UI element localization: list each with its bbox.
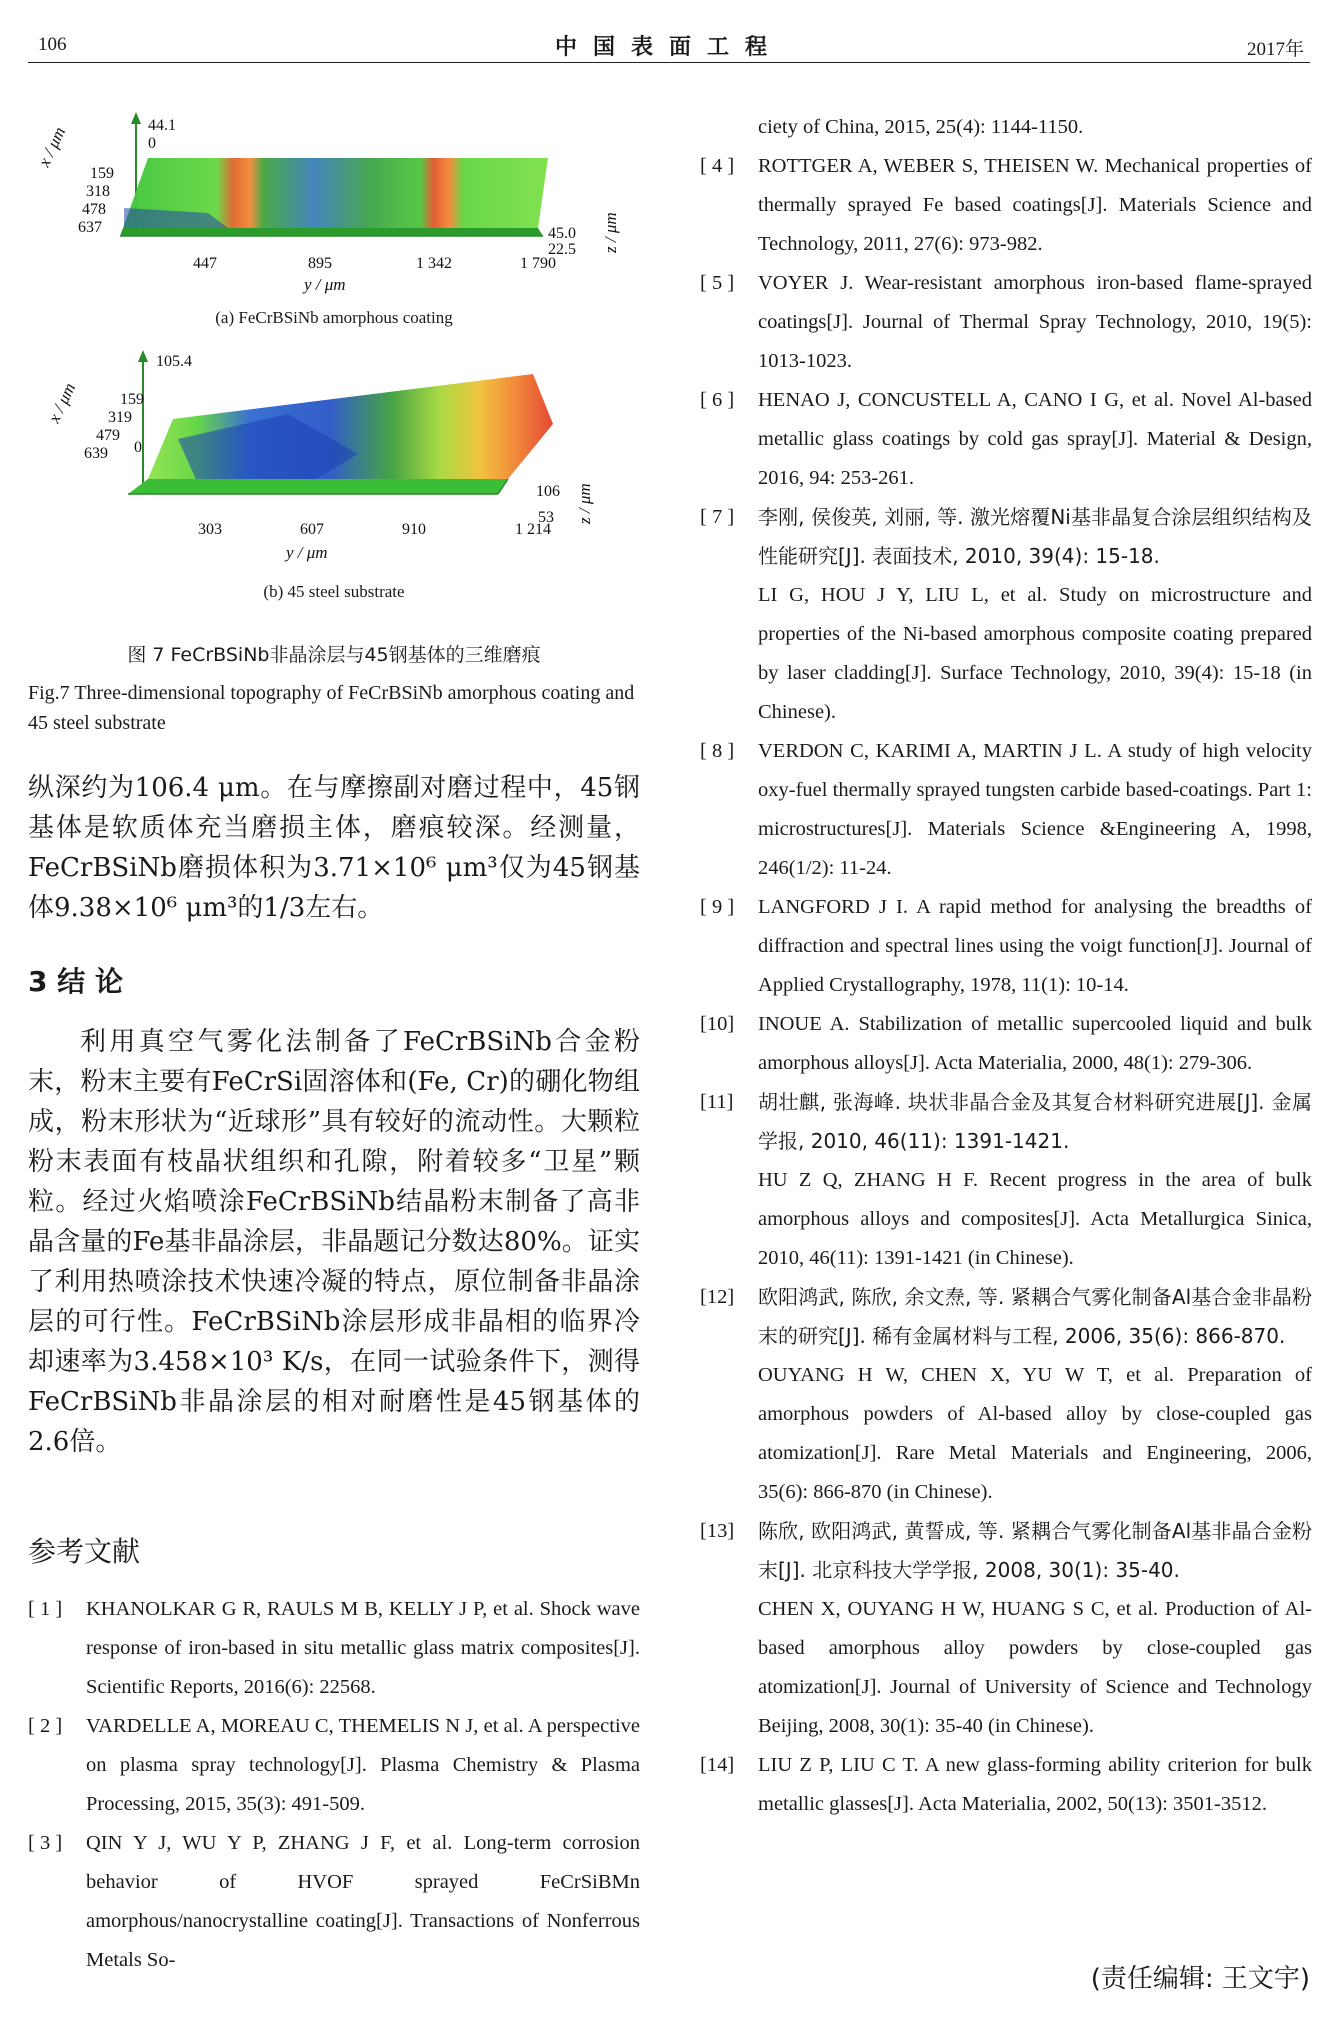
reference-text: QIN Y J, WU Y P, ZHANG J F, et al. Long-term corrosion behavior of HVOF sprayed FeCrSiBMn amorphous/nanocrystalline coating[J]. Transactions of Nonferrous Metals So- <box>86 1832 640 1971</box>
reference-text-cn: 陈欣, 欧阳鸿武, 黄誓成, 等. 紧耦合气雾化制备Al基非晶合金粉末[J]. 北京科技大学学报, 2008, 30(1): 35-40. <box>758 1519 1312 1582</box>
reference-translation: HU Z Q, ZHANG H F. Recent progress in the area of bulk amorphous alloys and composites[J]. Acta Metallurgica Sinica, 2010, 46(11): 1391-1421 (in Chinese). <box>758 1169 1312 1269</box>
reference-text: VARDELLE A, MOREAU C, THEMELIS N J, et al. A perspective on plasma spray technology[J]. Plasma Chemistry & Plasma Processing, 2015, 35(3): 491-509. <box>86 1715 640 1815</box>
section-heading-conclusion: 3 结 论 <box>28 965 123 998</box>
panel-b-ytick-2: 607 <box>300 521 324 538</box>
panel-a-xtick-1: 159 <box>90 165 114 182</box>
panel-b-xtick-2: 319 <box>108 409 132 426</box>
reference-text: HENAO J, CONCUSTELL A, CANO I G, et al. Novel Al-based metallic glass coatings by cold gas spray[J]. Material & Design, 2016, 94: 253-261. <box>758 389 1312 489</box>
reference-number: [12] <box>700 1286 735 1308</box>
reference-number: [ 8 ] <box>700 740 735 762</box>
reference-item <box>700 1083 1312 1161</box>
reference-item <box>700 1278 1312 1356</box>
reference-continuation: ciety of China, 2015, 25(4): 1144-1150. <box>758 116 1084 138</box>
panel-b-xlabel: x / μm <box>44 379 80 426</box>
panel-a-plot <box>28 108 640 308</box>
body-paragraph-1 <box>28 768 640 928</box>
reference-text-cn: 胡壮麒, 张海峰. 块状非晶合金及其复合材料研究进展[J]. 金属学报, 2010, 46(11): 1391-1421. <box>758 1090 1312 1153</box>
reference-number: [14] <box>700 1754 735 1776</box>
paragraph-1-text: 纵深约为106.4 μm。在与摩擦副对磨过程中，45钢基体是软质体充当磨损主体，磨痕较深。经测量，FeCrBSiNb磨损体积为3.71×10⁶ μm³仅为45钢基体9.38×10⁶ μm³的1/3左右。 <box>28 773 640 923</box>
panel-a-zlabel: z / μm <box>601 212 620 253</box>
panel-a-caption: (a) FeCrBSiNb amorphous coating <box>215 308 453 327</box>
reference-text: LANGFORD J I. A rapid method for analysing the breadths of diffraction and spectral lines using the voigt function[J]. Journal of Applied Crystallography, 1978, 11(1): 10-14. <box>758 896 1312 996</box>
panel-b-plot <box>28 344 640 584</box>
references-heading: 参考文献 <box>28 1535 141 1568</box>
panel-b-ylabel: y / μm <box>286 543 328 562</box>
reference-translation: OUYANG H W, CHEN X, YU W T, et al. Preparation of amorphous powders of Al-based alloy by close-coupled gas atomization[J]. Rare Metal Materials and Engineering, 2006, 35(6): 866-870 (in Chinese). <box>758 1364 1312 1503</box>
reference-item <box>700 147 1312 264</box>
panel-a-ylabel: y / μm <box>304 275 346 294</box>
panel-a-zzero: 0 <box>148 135 156 152</box>
panel-a-ytick-3: 1 342 <box>416 255 452 272</box>
reference-number: [ 6 ] <box>700 389 735 411</box>
reference-text-cn: 李刚, 侯俊英, 刘丽, 等. 激光熔覆Ni基非晶复合涂层组织结构及性能研究[J]. 表面技术, 2010, 39(4): 15-18. <box>758 505 1312 568</box>
panel-a-xtick-2: 318 <box>86 183 110 200</box>
journal-title: 中国表面工程 <box>554 35 783 60</box>
journal-year: 2017年 <box>1246 39 1304 60</box>
reference-item <box>28 1707 640 1824</box>
panel-b-xtick-3: 479 <box>96 427 120 444</box>
reference-item <box>700 381 1312 498</box>
panel-b-xtick-4: 639 <box>84 445 108 462</box>
references-right-column <box>700 108 1312 1824</box>
reference-item <box>28 1590 640 1707</box>
panel-b-xtick-1: 159 <box>120 391 144 408</box>
figure-caption-cn: 图 7 FeCrBSiNb非晶涂层与45钢基体的三维磨痕 <box>127 644 541 666</box>
reference-text: ROTTGER A, WEBER S, THEISEN W. Mechanical properties of thermally sprayed Fe based coatings[J]. Materials Science and Technology, 2011, 27(6): 973-982. <box>758 155 1312 255</box>
reference-number: [ 1 ] <box>28 1598 63 1620</box>
reference-item <box>700 498 1312 576</box>
panel-b-ytick-4: 1 214 <box>515 521 551 538</box>
reference-number: [11] <box>700 1091 734 1113</box>
panel-b-zlabel: z / μm <box>575 483 594 524</box>
responsible-editor: (责任编辑: 王文宇) <box>1090 1964 1310 1994</box>
reference-number: [ 9 ] <box>700 896 735 918</box>
references-left-column <box>28 1590 640 1980</box>
reference-number: [ 4 ] <box>700 155 735 177</box>
reference-number: [ 3 ] <box>28 1832 63 1854</box>
reference-item <box>700 732 1312 888</box>
panel-a-ytick-4: 1 790 <box>520 255 556 272</box>
reference-text: VERDON C, KARIMI A, MARTIN J L. A study of high velocity oxy-fuel thermally sprayed tungsten carbide based-coatings. Part 1: microstructures[J]. Materials Science &Engineering A, 1998, 246(1/2): 11-24. <box>758 740 1312 879</box>
panel-b-caption: (b) 45 steel substrate <box>263 582 405 601</box>
figure-7 <box>28 108 640 602</box>
reference-text: KHANOLKAR G R, RAULS M B, KELLY J P, et al. Shock wave response of iron-based in situ metallic glass matrix composites[J]. Scientific Reports, 2016(6): 22568. <box>86 1598 640 1698</box>
panel-a-ztick-2: 22.5 <box>548 241 576 258</box>
reference-item <box>700 1512 1312 1590</box>
reference-number: [10] <box>700 1013 735 1035</box>
reference-translation: CHEN X, OUYANG H W, HUANG S C, et al. Production of Al-based amorphous alloy powders by close-coupled gas atomization[J]. Journal of University of Science and Technology Beijing, 2008, 30(1): 35-40 (in Chinese). <box>758 1598 1312 1737</box>
reference-number: [ 7 ] <box>700 506 735 528</box>
figure-caption-en: Fig.7 Three-dimensional topography of FeCrBSiNb amorphous coating and 45 steel substrate <box>28 682 635 734</box>
panel-a-xtick-4: 637 <box>78 219 102 236</box>
reference-text: VOYER J. Wear-resistant amorphous iron-based flame-sprayed coatings[J]. Journal of Thermal Spray Technology, 2010, 19(5): 1013-1023. <box>758 272 1312 372</box>
panel-b-ztick-1: 106 <box>536 483 560 500</box>
reference-text-cn: 欧阳鸿武, 陈欣, 余文焘, 等. 紧耦合气雾化制备Al基合金非晶粉末的研究[J]. 稀有金属材料与工程, 2006, 35(6): 866-870. <box>758 1285 1312 1348</box>
reference-item <box>700 1005 1312 1083</box>
reference-text: INOUE A. Stabilization of metallic supercooled liquid and bulk amorphous alloys[J]. Acta Materialia, 2000, 48(1): 279-306. <box>758 1013 1312 1074</box>
panel-a-ztick-1: 45.0 <box>548 225 576 242</box>
reference-item <box>700 888 1312 1005</box>
body-paragraph-2 <box>28 1022 640 1462</box>
panel-b-ztick-2: 53 <box>538 509 554 526</box>
reference-number: [ 5 ] <box>700 272 735 294</box>
panel-b-ytick-1: 303 <box>198 521 222 538</box>
panel-a-xlabel: x / μm <box>34 123 70 170</box>
panel-a-zmax: 44.1 <box>148 117 176 134</box>
panel-b-zzero: 0 <box>134 439 142 456</box>
panel-a-ytick-1: 447 <box>193 255 217 272</box>
panel-a-ytick-2: 895 <box>308 255 332 272</box>
reference-item <box>28 1824 640 1980</box>
reference-translation: LI G, HOU J Y, LIU L, et al. Study on microstructure and properties of the Ni-based amorphous composite coating prepared by laser cladding[J]. Surface Technology, 2010, 39(4): 15-18 (in Chinese). <box>758 584 1312 723</box>
paragraph-2-text: 利用真空气雾化法制备了FeCrBSiNb合金粉末，粉末主要有FeCrSi固溶体和(Fe, Cr)的硼化物组成，粉末形状为“近球形”具有较好的流动性。大颗粒粉末表面有枝晶状组织和孔隙，附着较多“卫星”颗粒。经过火焰喷涂FeCrBSiNb结晶粉末制备了高非晶含量的Fe基非晶涂层，非晶题记分数达80%。证实了利用热喷涂技术快速冷凝的特点，原位制备非晶涂层的可行性。FeCrBSiNb涂层形成非晶相的临界冷却速率为3.458×10³ K/s，在同一试验条件下，测得FeCrBSiNb非晶涂层的相对耐磨性是45钢基体的2.6倍。 <box>28 1027 640 1457</box>
page-header <box>28 26 1310 63</box>
reference-item <box>700 264 1312 381</box>
reference-number: [13] <box>700 1520 735 1542</box>
reference-item <box>700 1746 1312 1824</box>
panel-a-xtick-3: 478 <box>82 201 106 218</box>
panel-b-ytick-3: 910 <box>402 521 426 538</box>
reference-number: [ 2 ] <box>28 1715 63 1737</box>
page-number: 106 <box>38 34 67 55</box>
reference-text: LIU Z P, LIU C T. A new glass-forming ability criterion for bulk metallic glasses[J]. Acta Materialia, 2002, 50(13): 3501-3512. <box>758 1754 1312 1815</box>
panel-b-zmax: 105.4 <box>156 353 192 370</box>
